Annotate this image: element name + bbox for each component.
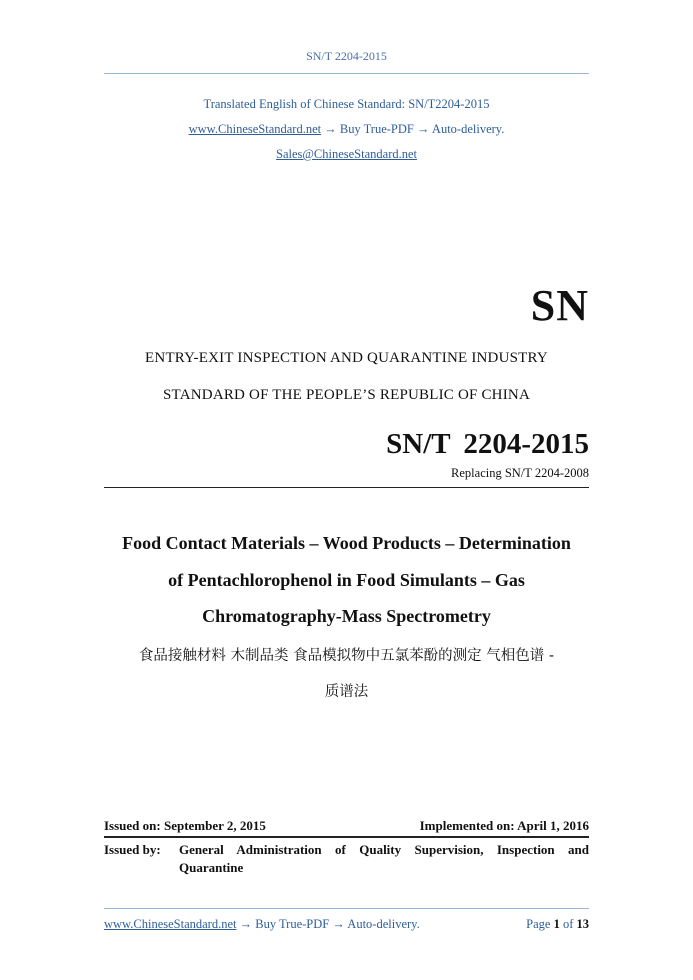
- footer-promo: [104, 917, 420, 932]
- title-cn-line-2: 质谱法: [324, 684, 369, 700]
- standard-number: SN/T 2204-2015: [386, 428, 589, 460]
- title-divider: [104, 487, 589, 488]
- header-divider: [104, 73, 589, 74]
- promo-line: Translated English of Chinese Standard: SN/T2204-2015: [203, 97, 490, 111]
- standard-mark: SN: [530, 281, 589, 330]
- email-link[interactable]: Sales@ChineseStandard.net: [276, 147, 417, 161]
- page-total: 13: [576, 917, 589, 931]
- promo-buy-line: [0, 122, 693, 137]
- issued-by-label: Issued by:: [104, 842, 161, 857]
- page-number: Page 1 of 13: [526, 917, 589, 931]
- site-link[interactable]: www.ChineseStandard.net: [188, 122, 322, 136]
- title-en-line-1: Food Contact Materials – Wood Products – Determination: [122, 533, 571, 553]
- replacing-note: Replacing SN/T 2204-2008: [451, 466, 589, 480]
- industry-line-2: STANDARD OF THE PEOPLE’S REPUBLIC OF CHINA: [163, 387, 530, 403]
- page-current: 1: [553, 917, 560, 931]
- implemented-on: Implemented on: April 1, 2016: [419, 818, 589, 833]
- issuer-name-line-2: Quarantine: [179, 860, 244, 875]
- dates-divider: [104, 836, 589, 838]
- footer-site-link[interactable]: www.ChineseStandard.net: [104, 917, 237, 931]
- title-en-line-3: Chromatography-Mass Spectrometry: [202, 606, 491, 626]
- running-header: SN/T 2204-2015: [306, 49, 387, 63]
- footer-buy-text: → Buy True-PDF → Auto-delivery.: [239, 917, 420, 931]
- industry-line-1: ENTRY-EXIT INSPECTION AND QUARANTINE INDUSTRY: [145, 350, 548, 366]
- promo-email-line: [0, 147, 693, 162]
- title-cn-line-1: 食品接触材料 木制品类 食品模拟物中五氯苯酚的测定 气相色谱 -: [138, 648, 555, 664]
- issuer-name-line-1: General Administration of Quality Supervision, Inspection and: [179, 842, 589, 857]
- footer-divider: [104, 908, 589, 909]
- issued-on: Issued on: September 2, 2015: [104, 818, 266, 833]
- title-en-line-2: of Pentachlorophenol in Food Simulants – Gas: [168, 570, 525, 590]
- buy-text: → Buy True-PDF → Auto-delivery.: [324, 122, 505, 136]
